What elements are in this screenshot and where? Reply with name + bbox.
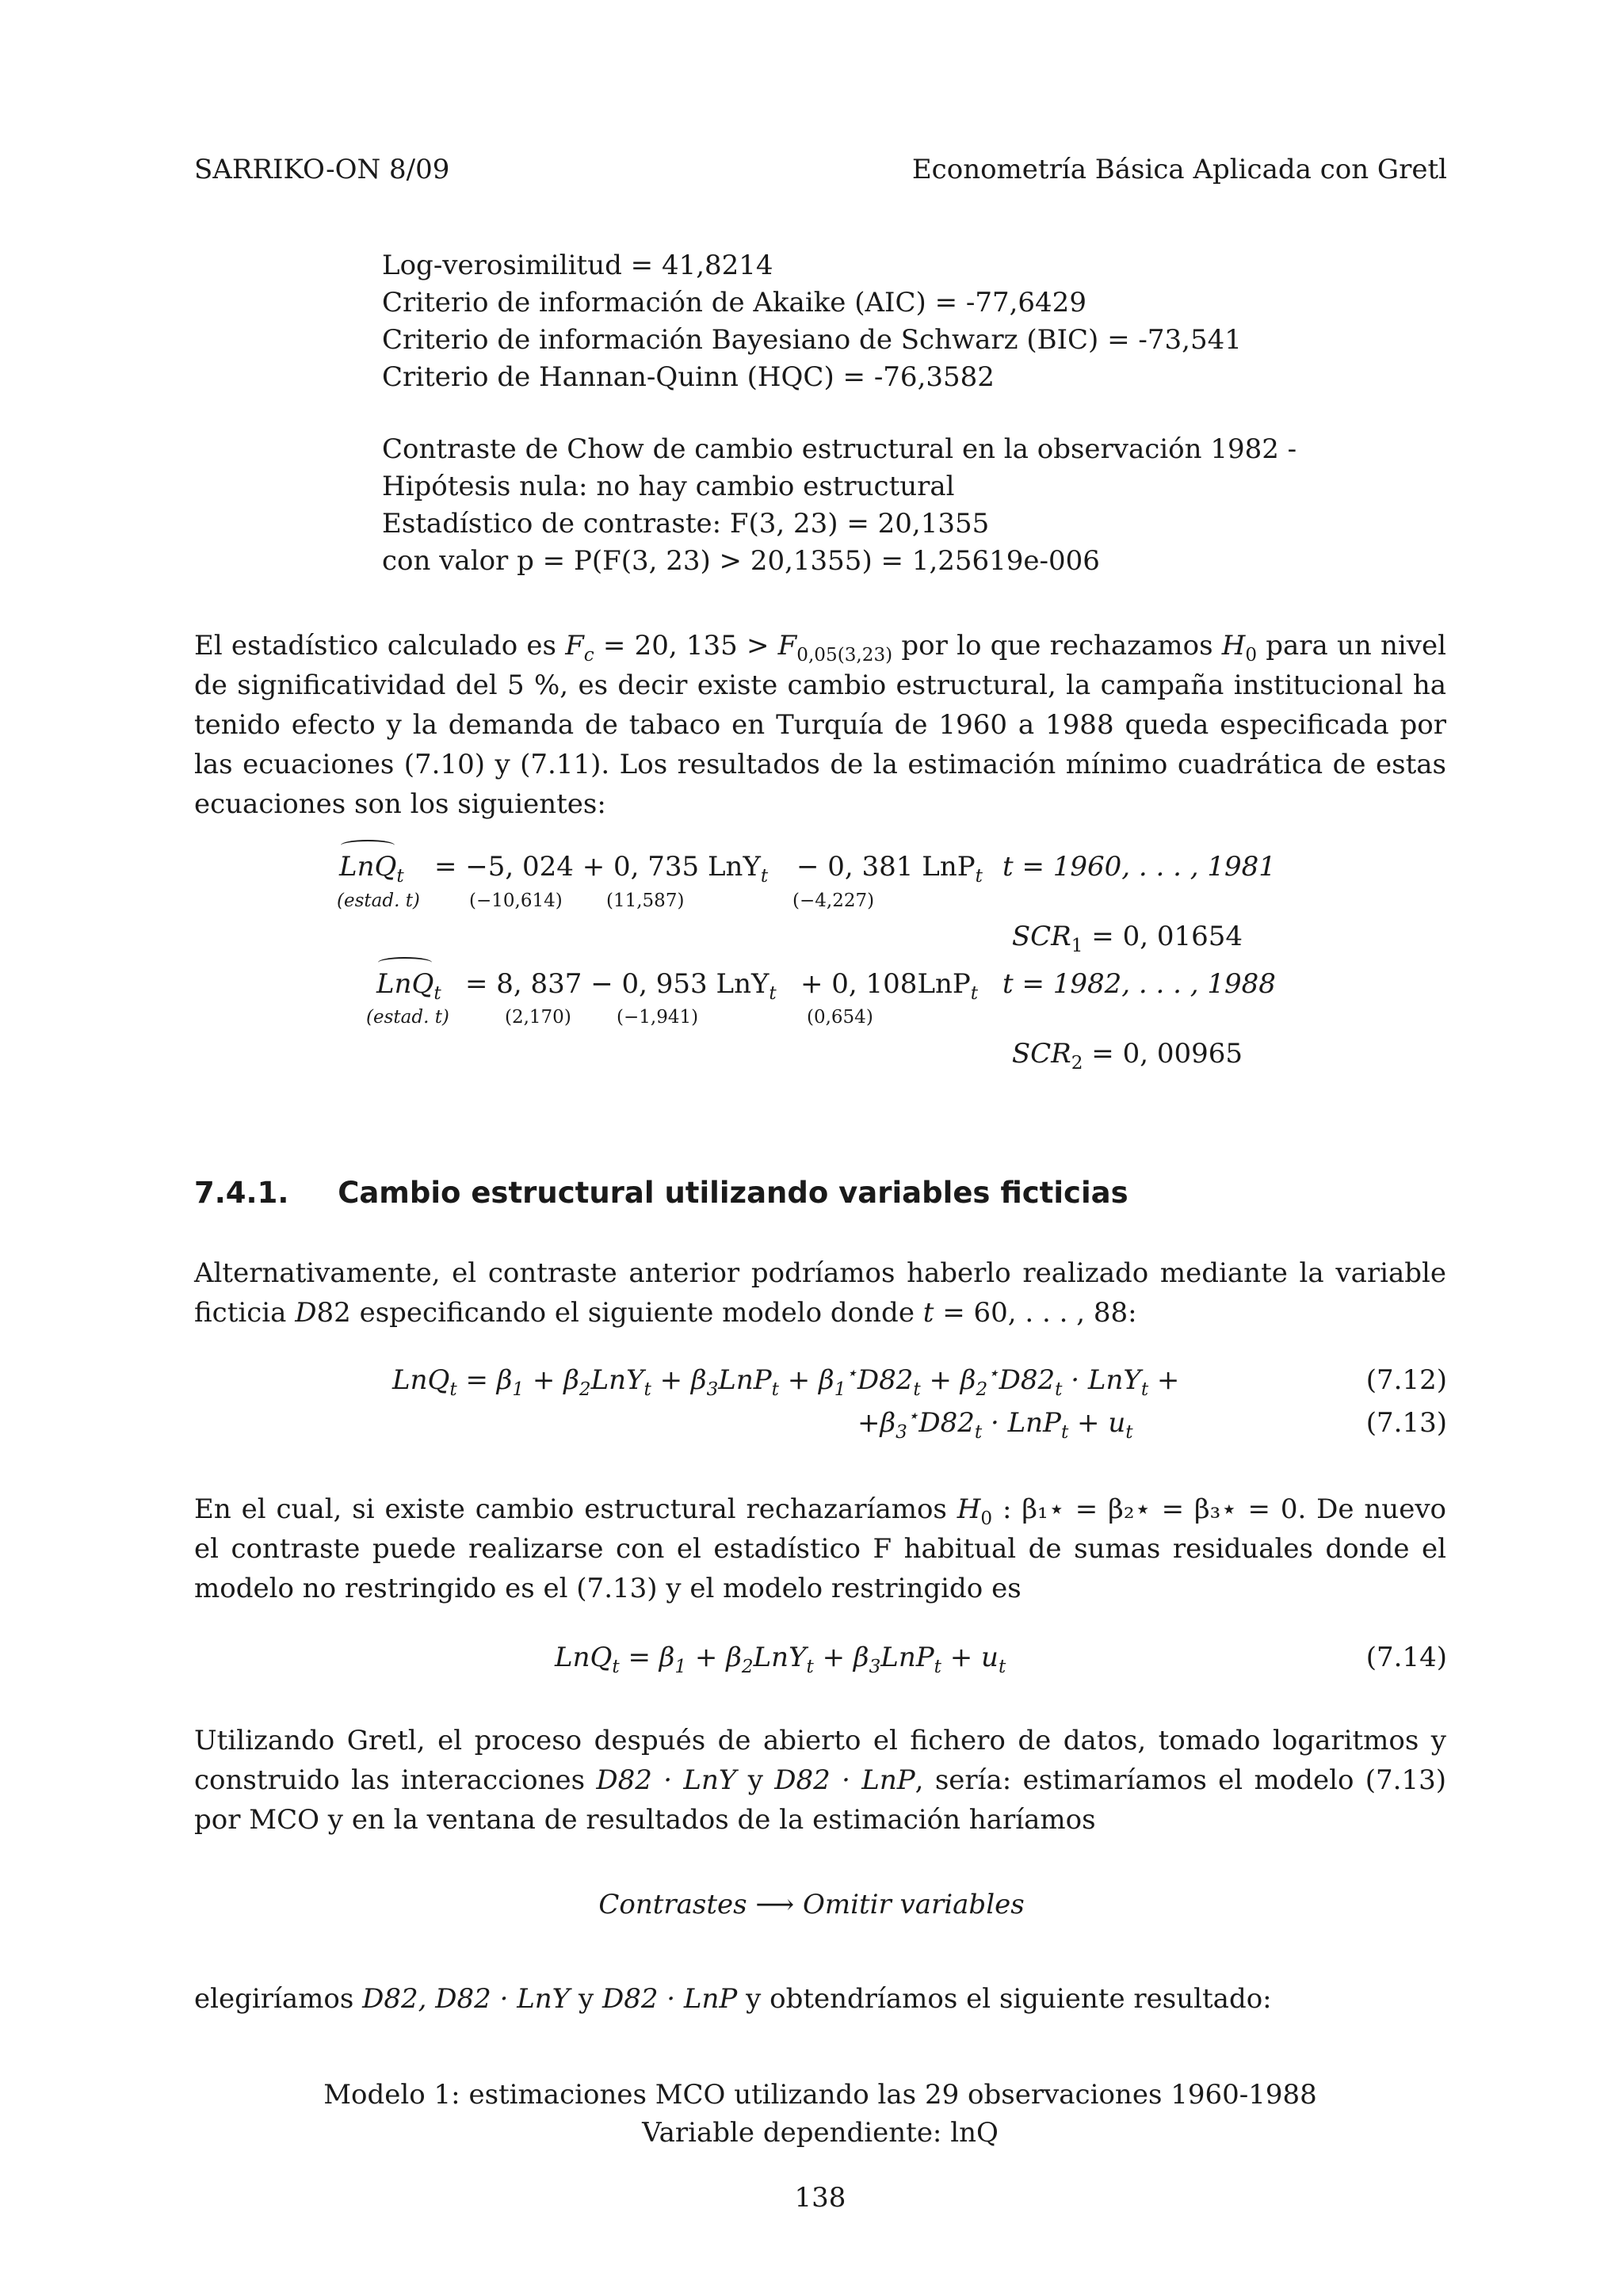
running-header-right: Econometría Básica Aplicada con Gretl — [911, 154, 1447, 185]
paragraph-gretl-procedure: Utilizando Gretl, el proceso después de abierto el fichero de datos, tomado logaritmos y construido las interacciones D82 · LnY y D82 · LnP, sería: estimaríamos el modelo (7.13) por MCO y en la ventana de resultados de la estimación haríamos — [194, 1725, 1446, 1836]
chow-line: Hipótesis nula: no hay cambio estructural — [382, 471, 955, 502]
equation-7-12: $LnQ_t = \beta_1 + \beta_2LnY_t + \beta_3LnP_t + \beta_1^⋆D82_t + \beta_2^⋆D82_t \cdot LnY_t$ + — [392, 1363, 1180, 1400]
criteria-line: Criterio de información Bayesiano de Schwarz (BIC) = -73,541 — [382, 324, 1242, 356]
equation-7-13: $+\beta_3^⋆D82_t \cdot LnP_t + u_t$ — [857, 1405, 1133, 1443]
model-dependent-variable: Variable dependiente: lnQ — [642, 2117, 999, 2149]
criteria-line: Log-verosimilitud = 41,8214 — [382, 250, 773, 281]
criteria-block — [382, 247, 1242, 396]
chow-line: Contraste de Chow de cambio estructural en la observación 1982 - — [382, 433, 1297, 465]
arrow-icon: ⟶ — [755, 1889, 795, 1920]
chow-test-block — [382, 431, 1296, 580]
section-number: 7.4.1. — [194, 1176, 289, 1210]
chow-line: con valor p = P(F(3, 23) > 20,1355) = 1,25619e-006 — [382, 545, 1100, 577]
section-title: Cambio estructural utilizando variables ficticias — [338, 1176, 1128, 1210]
running-header-left: SARRIKO-ON 8/09 — [194, 154, 450, 185]
page-number: 138 — [794, 2182, 846, 2214]
equation-7-14: $LnQ_t = \beta_1 + \beta_2LnY_t + \beta_3LnP_t + u_t$ — [555, 1642, 1006, 1677]
menu-item-contrastes: Contrastes — [598, 1889, 747, 1920]
criteria-line: Criterio de Hannan-Quinn (HQC) = -76,3582 — [382, 361, 995, 393]
paragraph-selection: elegiríamos D82, D82 · LnY y D82 · LnP y obtendríamos el siguiente resultado: — [194, 1983, 1272, 2015]
menu-item-omitir-variables: Omitir variables — [802, 1889, 1025, 1920]
section-heading — [194, 1176, 1128, 1210]
model-title: Modelo 1: estimaciones MCO utilizando las 29 observaciones 1960-1988 — [323, 2079, 1317, 2111]
chow-line: Estadístico de contraste: F(3, 23) = 20,1355 — [382, 508, 990, 540]
paragraph-chow-result: El estadístico calculado es $F_c = 20$, $135 > F_{0,05(3,23)}$ por lo que rechazamos $H_0$ para un nivel de significatividad del 5 %, es decir existe cambio estructural, la campaña institucional ha tenido efecto y la demanda de tabaco en Turquía de 1960 a 1988 queda especificada por las ecuaciones (7.10) y (7.11). Los resultados de la estimación mínimo cuadrática de estas ecuaciones son los siguientes: — [194, 630, 1446, 820]
menu-path — [0, 1886, 1623, 1924]
criteria-line: Criterio de información de Akaike (AIC) = -77,6429 — [382, 287, 1086, 318]
paragraph-hypothesis: En el cual, si existe cambio estructural rechazaríamos $H_0$ : β₁⋆ = β₂⋆ = β₃⋆ = 0. De nuevo el contraste puede realizarse con el estadístico F habitual de sumas residuales donde el modelo no restringido es el (7.13) y el modelo restringido es — [194, 1493, 1446, 1604]
equation-number: (7.12) — [1365, 1364, 1447, 1396]
paragraph-dummy-model: Alternativamente, el contraste anterior podríamos haberlo realizado mediante la variable ficticia D82 especificando el siguiente modelo donde t = 60, . . . , 88: — [194, 1257, 1446, 1329]
equation-number: (7.13) — [1365, 1407, 1447, 1439]
equation-number: (7.14) — [1365, 1642, 1447, 1673]
